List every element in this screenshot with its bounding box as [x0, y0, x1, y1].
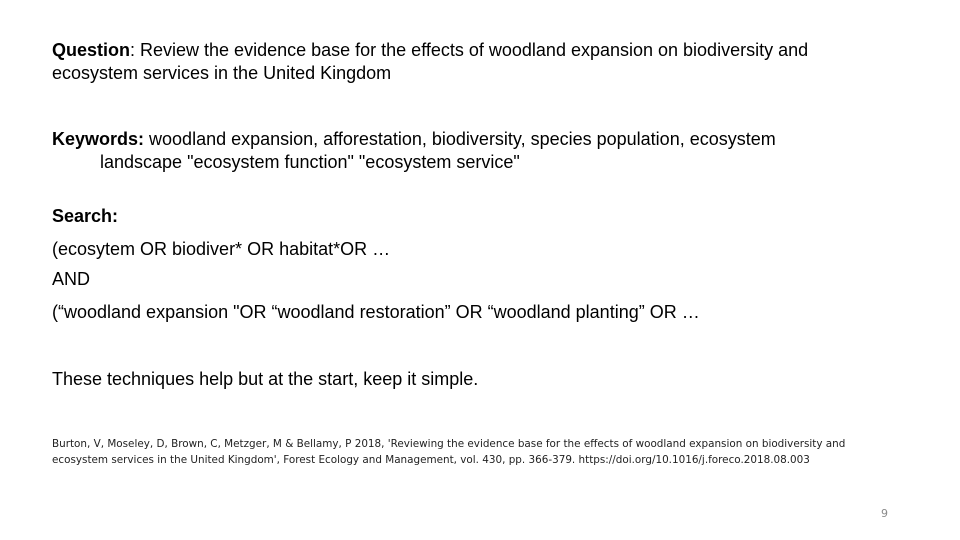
question-text-2: ecosystem services in the United Kingdom [52, 63, 392, 83]
citation [52, 436, 845, 468]
search-operator: AND [52, 269, 91, 289]
search-line-2: (“woodland expansion "OR “woodland restoration” OR “woodland planting” OR … [52, 302, 700, 322]
keywords-text-2: landscape "ecosystem function" "ecosystem service" [100, 152, 520, 172]
keywords-line-1 [52, 128, 776, 151]
question-line-1 [52, 39, 808, 62]
page-number: 9 [881, 507, 888, 520]
search-line-1: (ecosytem OR biodiver* OR habitat*OR … [52, 239, 391, 259]
citation-line-2: ecosystem services in the United Kingdom', Forest Ecology and Management, vol. 430, pp. 366-379. https://doi.org/10.1016/j.foreco.2018.08.003 [52, 454, 810, 466]
note-text: These techniques help but at the start, keep it simple. [52, 369, 479, 389]
keywords-block [52, 128, 776, 174]
question-block [52, 39, 808, 85]
keywords-text-1: woodland expansion, afforestation, biodiversity, species population, ecosystem [144, 129, 776, 149]
search-label: Search: [52, 206, 119, 226]
keywords-label: Keywords: [52, 129, 145, 149]
citation-line-1: Burton, V, Moseley, D, Brown, C, Metzger, M & Bellamy, P 2018, 'Reviewing the evidence base for the effects of woodland expansion on biodiversity and [52, 438, 846, 450]
question-text-1: : Review the evidence base for the effects of woodland expansion on biodiversity and [130, 40, 809, 60]
question-label: Question [52, 40, 131, 60]
